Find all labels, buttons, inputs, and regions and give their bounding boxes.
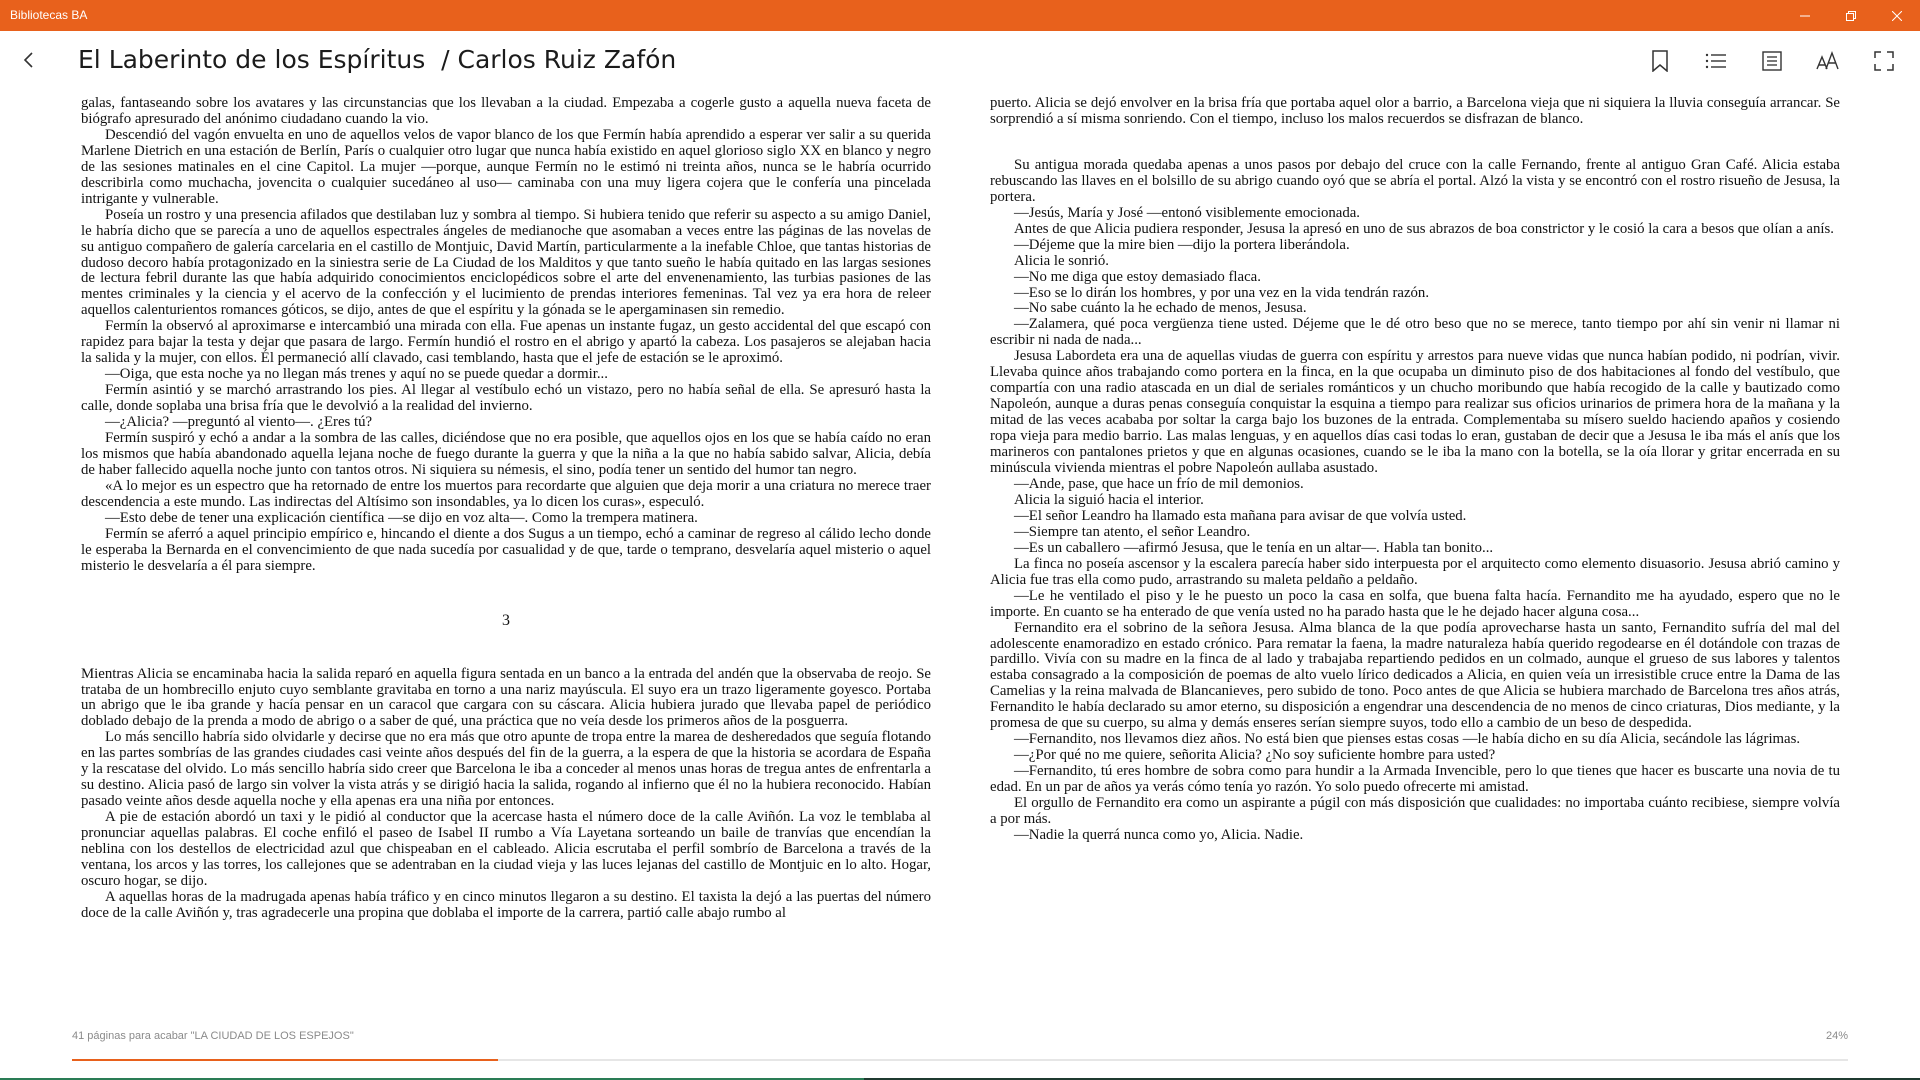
paragraph: galas, fantaseando sobre los avatares y las circunstancias que los llevaban a la ciudad. Empezaba a cogerle gusto a aquella nueva faceta de biógrafo apresurado del anónimo ciudadano cuando la vio. (81, 96, 931, 127)
paragraph: El orgullo de Fernandito era como un aspirante a púgil con más disposición que cualidades: no importaba cuánto recibiese, siempre volvía a por más. (990, 795, 1840, 827)
paragraph: —Zalamera, qué poca vergüenza tiene usted. Déjeme que le dé otro beso que no se merece, tanto tiempo por ahí sin venir ni llamar ni escribir ni nada de nada... (990, 316, 1840, 349)
paragraph: Fermín asintió y se marchó arrastrando los pies. Al llegar al vestíbulo echó un vistazo, pero no había señal de ella. Se apresuró hasta la calle, donde soplaba una brisa fría que le devolvió a la realidad del invierno. (81, 382, 931, 415)
font-size-icon (1816, 51, 1840, 71)
minimize-icon (1800, 11, 1810, 21)
paragraph: Su antigua morada quedaba apenas a unos pasos por debajo del cruce con la calle Fernando, frente al antiguo Gran Café. Alicia estaba rebuscando las llaves en el bolsillo de su abrigo cuando oyó que se abría el portal. Alzó la vista y se encontró con el rostro risueño de Jesusa, la portera. (990, 156, 1840, 205)
paragraph: puerto. Alicia se dejó envolver en la brisa fría que portaba aquel olor a barrio, a Barcelona vieja que ni siquiera la lluvia conseguía arrancar. Se sorprendió a sí misma sonriendo. Con el tiempo, incluso los malos recuerdos se disfrazan de blanco. (990, 96, 1840, 127)
paragraph: Mientras Alicia se encaminaba hacia la salida reparó en aquella figura sentada en un banco a la entrada del andén que la observaba de reojo. Se trataba de un hombrecillo enjuto cuyo semblante gravitaba en torno a una nariz mayúscula. El suyo era un trazo ligeramente goyesco. Portaba un abrigo que le iba grande y hacía pensar en un caracol que cargara con su cáscara. Alicia hubiera jurado que llevaba papel de periódico doblado debajo de la prenda a modo de abrigo o a saber de qué, una práctica que no veía desde los primeros años de la posguerra. (81, 665, 931, 730)
fullscreen-icon (1874, 51, 1894, 71)
notes-icon (1762, 51, 1782, 71)
paragraph: Descendió del vagón envuelta en uno de aquellos velos de vapor blanco de los que Fermín había aprendido a esperar ver salir a su querida Marlene Dietrich en una estación de Berlín, París o cualquier otro lugar que nunca había existido en aquel glorioso siglo XX en blanco y negro de las sesiones matinales en el cine Capitol. La mujer —porque, aunque Fermín no le estimó ni treinta años, nunca se le habría ocurrido describirla como muchacha, jovencita o cualquier sucedáneo al uso— caminaba con una muy ligera cojera que le confería una pincelada intrigante y vulnerable. (81, 126, 931, 207)
paragraph: La finca no poseía ascensor y la escalera parecía haber sido interpuesta por el arquitecto como elemento disuasorio. Jesusa abrió camino y Alicia fue tras ella como pudo, arrastrando su maleta peldaño a peldaño. (990, 555, 1840, 588)
paragraph: Antes de que Alicia pudiera responder, Jesusa la apresó en uno de sus abrazos de boa constrictor y le cosió la cara a besos que olían a anís. (1014, 220, 1834, 237)
chapter-number: 3 (502, 611, 510, 629)
paragraph: —Eso se lo dirán los hombres, y por una vez en la vida tendrán razón. (1014, 284, 1430, 301)
app-name: Bibliotecas BA (10, 8, 88, 22)
back-arrow-icon (22, 51, 34, 69)
paragraph: —Oiga, que esta noche ya no llegan más trenes y aquí no se puede quedar a dormir... (105, 366, 608, 383)
restore-icon (1846, 11, 1856, 21)
paragraph: A aquellas horas de la madrugada apenas había tráfico y en cinco minutos llegaron a su destino. El taxista la dejó a las puertas del número doce de la calle Aviñón y, tras agradecerle una propina que doblaba el importe de la carrera, partió calle abajo rumbo al (81, 888, 931, 921)
paragraph: —Fernandito, nos llevamos diez años. No está bien que pienses estas cosas —le había dicho en su día Alicia, secándole las lágrimas. (1014, 731, 1801, 748)
paragraph: Poseía un rostro y una presencia afilados que destilaban luz y sombra al tiempo. Si hubiera tenido que referir su aspecto a su amigo Daniel, le habría dicho que se parecía a uno de aquellos espectrales ángeles de medianoche que asomaban a veces entre las páginas de las novelas de su antiguo compañero de galería carcelaria en el castillo de Montjuic, David Martín, particularmente a la inefable Chloe, que tantas historias de dudoso decoro había protagonizado en la siniestra serie de La Ciudad de los Malditos y que tanto sueño le había quitado en las largas sesiones de lectura febril durante las que había adquirido conocimientos enciclopédicos sobre el arte del envenenamiento, las turbias pasiones de las mentes criminales y la ciencia y el acervo de la confección y el lucimiento de prendas interiores femeninas. Tal vez ya era hora de releer aquellos calenturientos romances góticos, se dijo, antes de que el espíritu y la gónada se le apergaminasen sin remedio. (81, 206, 931, 319)
notes-button[interactable] (1757, 46, 1787, 76)
left-page[interactable] (81, 96, 931, 1011)
paragraph: Fermín se aferró a aquel principio empírico e, hincando el diente a dos Sugus a un tiempo, echó a caminar de regreso al cálido lecho donde le esperaba la Bernarda en el convencimiento de que nada sucedía por casualidad y de que, tarde o temprano, desvelaría aquel misterio o aquel misterio le desvelaría a él para siempre. (81, 525, 931, 574)
paragraph: Alicia la siguió hacia el interior. (1014, 491, 1204, 508)
paragraph: —No me diga que estoy demasiado flaca. (1014, 268, 1261, 285)
restore-button[interactable] (1828, 0, 1874, 31)
right-page[interactable] (990, 96, 1840, 1011)
paragraph: Jesusa Labordeta era una de aquellas viudas de guerra con espíritu y arrestos para nueve vidas que nunca habían podido, ni podrían, vivir. Llevaba quince años trabajando como portera en la finca, en la que ocupaba un diminuto piso de dos habitaciones al fondo del vestíbulo, que compartía con una radio atascada en un dial de seriales románticos y un chucho moribundo que había recogido de la calle y bautizado como Napoleón, aunque a duras penas conseguía conquistar la esquina a tiempo para realizar sus oficios urinarios de primera hora de la mañana y la mitad de las veces acababa por soltar la carga bajo los buzones de la entrada. Complementaba su mísero sueldo haciendo apaños y cosiendo ropa vieja para medio barrio. Las malas lenguas, y en aquellos días casi todas lo eran, gustaban de decir que a Jesusa le iba más el anís que los marineros con pantalones prietos y que en algunas ocasiones, cuando se le iba la mano con la botella, se la oía llorar y gritar encerrada en su minúscula vivienda mientras el pobre Napoleón aullaba asustado. (990, 348, 1840, 477)
paragraph: —Es un caballero —afirmó Jesusa, que le tenía en un altar—. Habla tan bonito... (1014, 539, 1494, 556)
fullscreen-button[interactable] (1869, 46, 1899, 76)
paragraph: Alicia le sonrió. (1014, 252, 1109, 269)
title-bar (0, 0, 1920, 31)
paragraph: —¿Alicia? —preguntó al viento—. ¿Eres tú? (105, 414, 373, 431)
reading-progress-bar[interactable] (72, 1059, 1848, 1061)
bookmark-button[interactable] (1645, 46, 1675, 76)
paragraph: —Déjeme que la mire bien —dijo la portera liberándola. (1014, 236, 1350, 253)
font-size-button[interactable] (1813, 46, 1843, 76)
paragraph: —El señor Leandro ha llamado esta mañana para avisar de que volvía usted. (1014, 507, 1467, 524)
book-title: El Laberinto de los Espíritus / Carlos Ruiz Zafón (78, 45, 677, 74)
paragraph: Fermín la observó al aproximarse e intercambió una mirada con ella. Fue apenas un instante fugaz, un gesto accidental del que escapó con rapidez para bajar la testa y dejar que pasara de largo. Fermín hundió el rostro en el abrigo y apartó la cabeza. Los pasajeros se alejaban hacia la salida y la mujer, con ellos. Él permaneció allí clavado, casi temblando, hasta que el jefe de estación se le aproximó. (81, 318, 931, 367)
paragraph: Fernandito era el sobrino de la señora Jesusa. Alma blanca de la que podía aprovecharse hasta un santo, Fernandito sufría del mal del adolescente enamoradizo en estado crónico. Para rematar la faena, la madre naturaleza había querido regodearse en él dotándole con trazas de pardillo. Vivía con su madre en la finca de al lado y trabajaba repartiendo pedidos en un colmado, aunque el grueso de sus labores y talentos estaba consagrado a la composición de poemas de alto vuelo lírico dedicados a Alicia, en quien veía un irresistible cruce entre la Dama de las Camelias y la reina malvada de Blancanieves, pero subido de tono. Poco antes de que Alicia se hubiera marchado de Barcelona tres años atrás, Fernandito le había declarado su amor eterno, su disposición a engendrar una descendencia de no menos de cinco criaturas, Dios mediante, y la promesa de que su cuerpo, su alma y demás enseres serían siempre suyos, todo ello a cambio de un beso de despedida. (990, 619, 1840, 732)
paragraph: —Nadie la querrá nunca como yo, Alicia. Nadie. (1014, 826, 1304, 843)
paragraph: A pie de estación abordó un taxi y le pidió al conductor que la acercase hasta el número doce de la calle Aviñón. La voz le temblaba al pronunciar aquellas palabras. El coche enfiló el paseo de Isabel II rumbo a Vía Layetana sorteando un baile de tranvías que encendían la neblina con los destellos de electricidad azul que chispeaban en el cableado. Alicia escrutaba el perfil sombrío de Barcelona a través de la ventana, los arcos y las torres, los callejones que se adentraban en la ciudad vieja y las luces lejanas del castillo de Montjuic en lo alto. Hogar, oscuro hogar, se dijo. (81, 809, 931, 889)
close-icon (1892, 11, 1902, 21)
paragraph: —No sabe cuánto la he echado de menos, Jesusa. (1014, 300, 1307, 317)
pages-remaining-label: 41 páginas para acabar "LA CIUDAD DE LOS ESPEJOS" (72, 1030, 354, 1042)
paragraph: —Esto debe de tener una explicación científica —se dijo en voz alta—. Como la trempera matinera. (105, 509, 698, 526)
back-button[interactable] (14, 48, 42, 72)
paragraph: —Le he ventilado el piso y le he puesto un poco la casa en solfa, que buena falta hacía. Fernandito me ha ayudado, espero que no le importe. En cuanto se ha enterado de que venía usted no ha parado hasta que le he dejado hacer alguna cosa... (990, 587, 1840, 620)
paragraph: «A lo mejor es un espectro que ha retornado de entre los muertos para recordarte que alguien que deja morir a una criatura no merece traer descendencia a este mundo. Las indirectas del Altísimo son insondables, ya lo dicen los curas», especuló. (81, 477, 931, 510)
paragraph: —¿Por qué no me quiere, señorita Alicia? ¿No soy suficiente hombre para usted? (1014, 747, 1496, 764)
reading-progress-fill (72, 1059, 498, 1061)
paragraph: —Siempre tan atento, el señor Leandro. (1014, 523, 1251, 540)
table-of-contents-button[interactable] (1701, 46, 1731, 76)
paragraph: —Ande, pase, que hace un frío de mil demonios. (1014, 475, 1304, 492)
bookmark-icon (1651, 50, 1669, 72)
list-icon (1705, 52, 1727, 70)
section-break (990, 128, 1840, 158)
paragraph: —Jesús, María y José —entonó visiblemente emocionada. (1014, 204, 1361, 221)
paragraph: Fermín suspiró y echó a andar a la sombra de las calles, diciéndose que no era posible, que aquellos ojos en los que se había caído no eran los mismos que había abandonado aquella lejana noche de fuego durante la guerra y que la niña a la que no había sabido salvar, Alicia, debía de haber fallecido aquella noche junto con tantos otros. Ni siquiera su némesis, el sino, podía tener un sentido del humor tan negro. (81, 430, 931, 478)
minimize-button[interactable] (1782, 0, 1828, 31)
progress-percent: 24% (1825, 1030, 1848, 1042)
paragraph: Lo más sencillo habría sido olvidarle y decirse que no era más que otro apunte de tropa entre la marea de desheredados que seguía flotando en las partes sombrías de las grandes ciudades casi veinte años después del fin de la guerra, a la espera de que la historia se acordara de España y la rescatase del olvido. Lo más sencillo habría sido creer que Barcelona le iba a conceder al menos unas horas de tregua antes de enfrentarla a su destino. Alicia pasó de largo sin volver la vista atrás y se dirigió hacia la salida, rogando al infierno que él no la hubiera reconocido. Habían pasado veinte años desde aquella noche y ella apenas era una niña por entonces. (81, 729, 931, 810)
close-button[interactable] (1874, 0, 1920, 31)
paragraph: —Fernandito, tú eres hombre de sobra como para hundir a la Armada Invencible, pero lo que tienes que hacer es buscarte una novia de tu edad. En un par de años ya verás cómo tenía yo razón. Yo solo puedo ofrecerte mi amistad. (990, 763, 1840, 796)
